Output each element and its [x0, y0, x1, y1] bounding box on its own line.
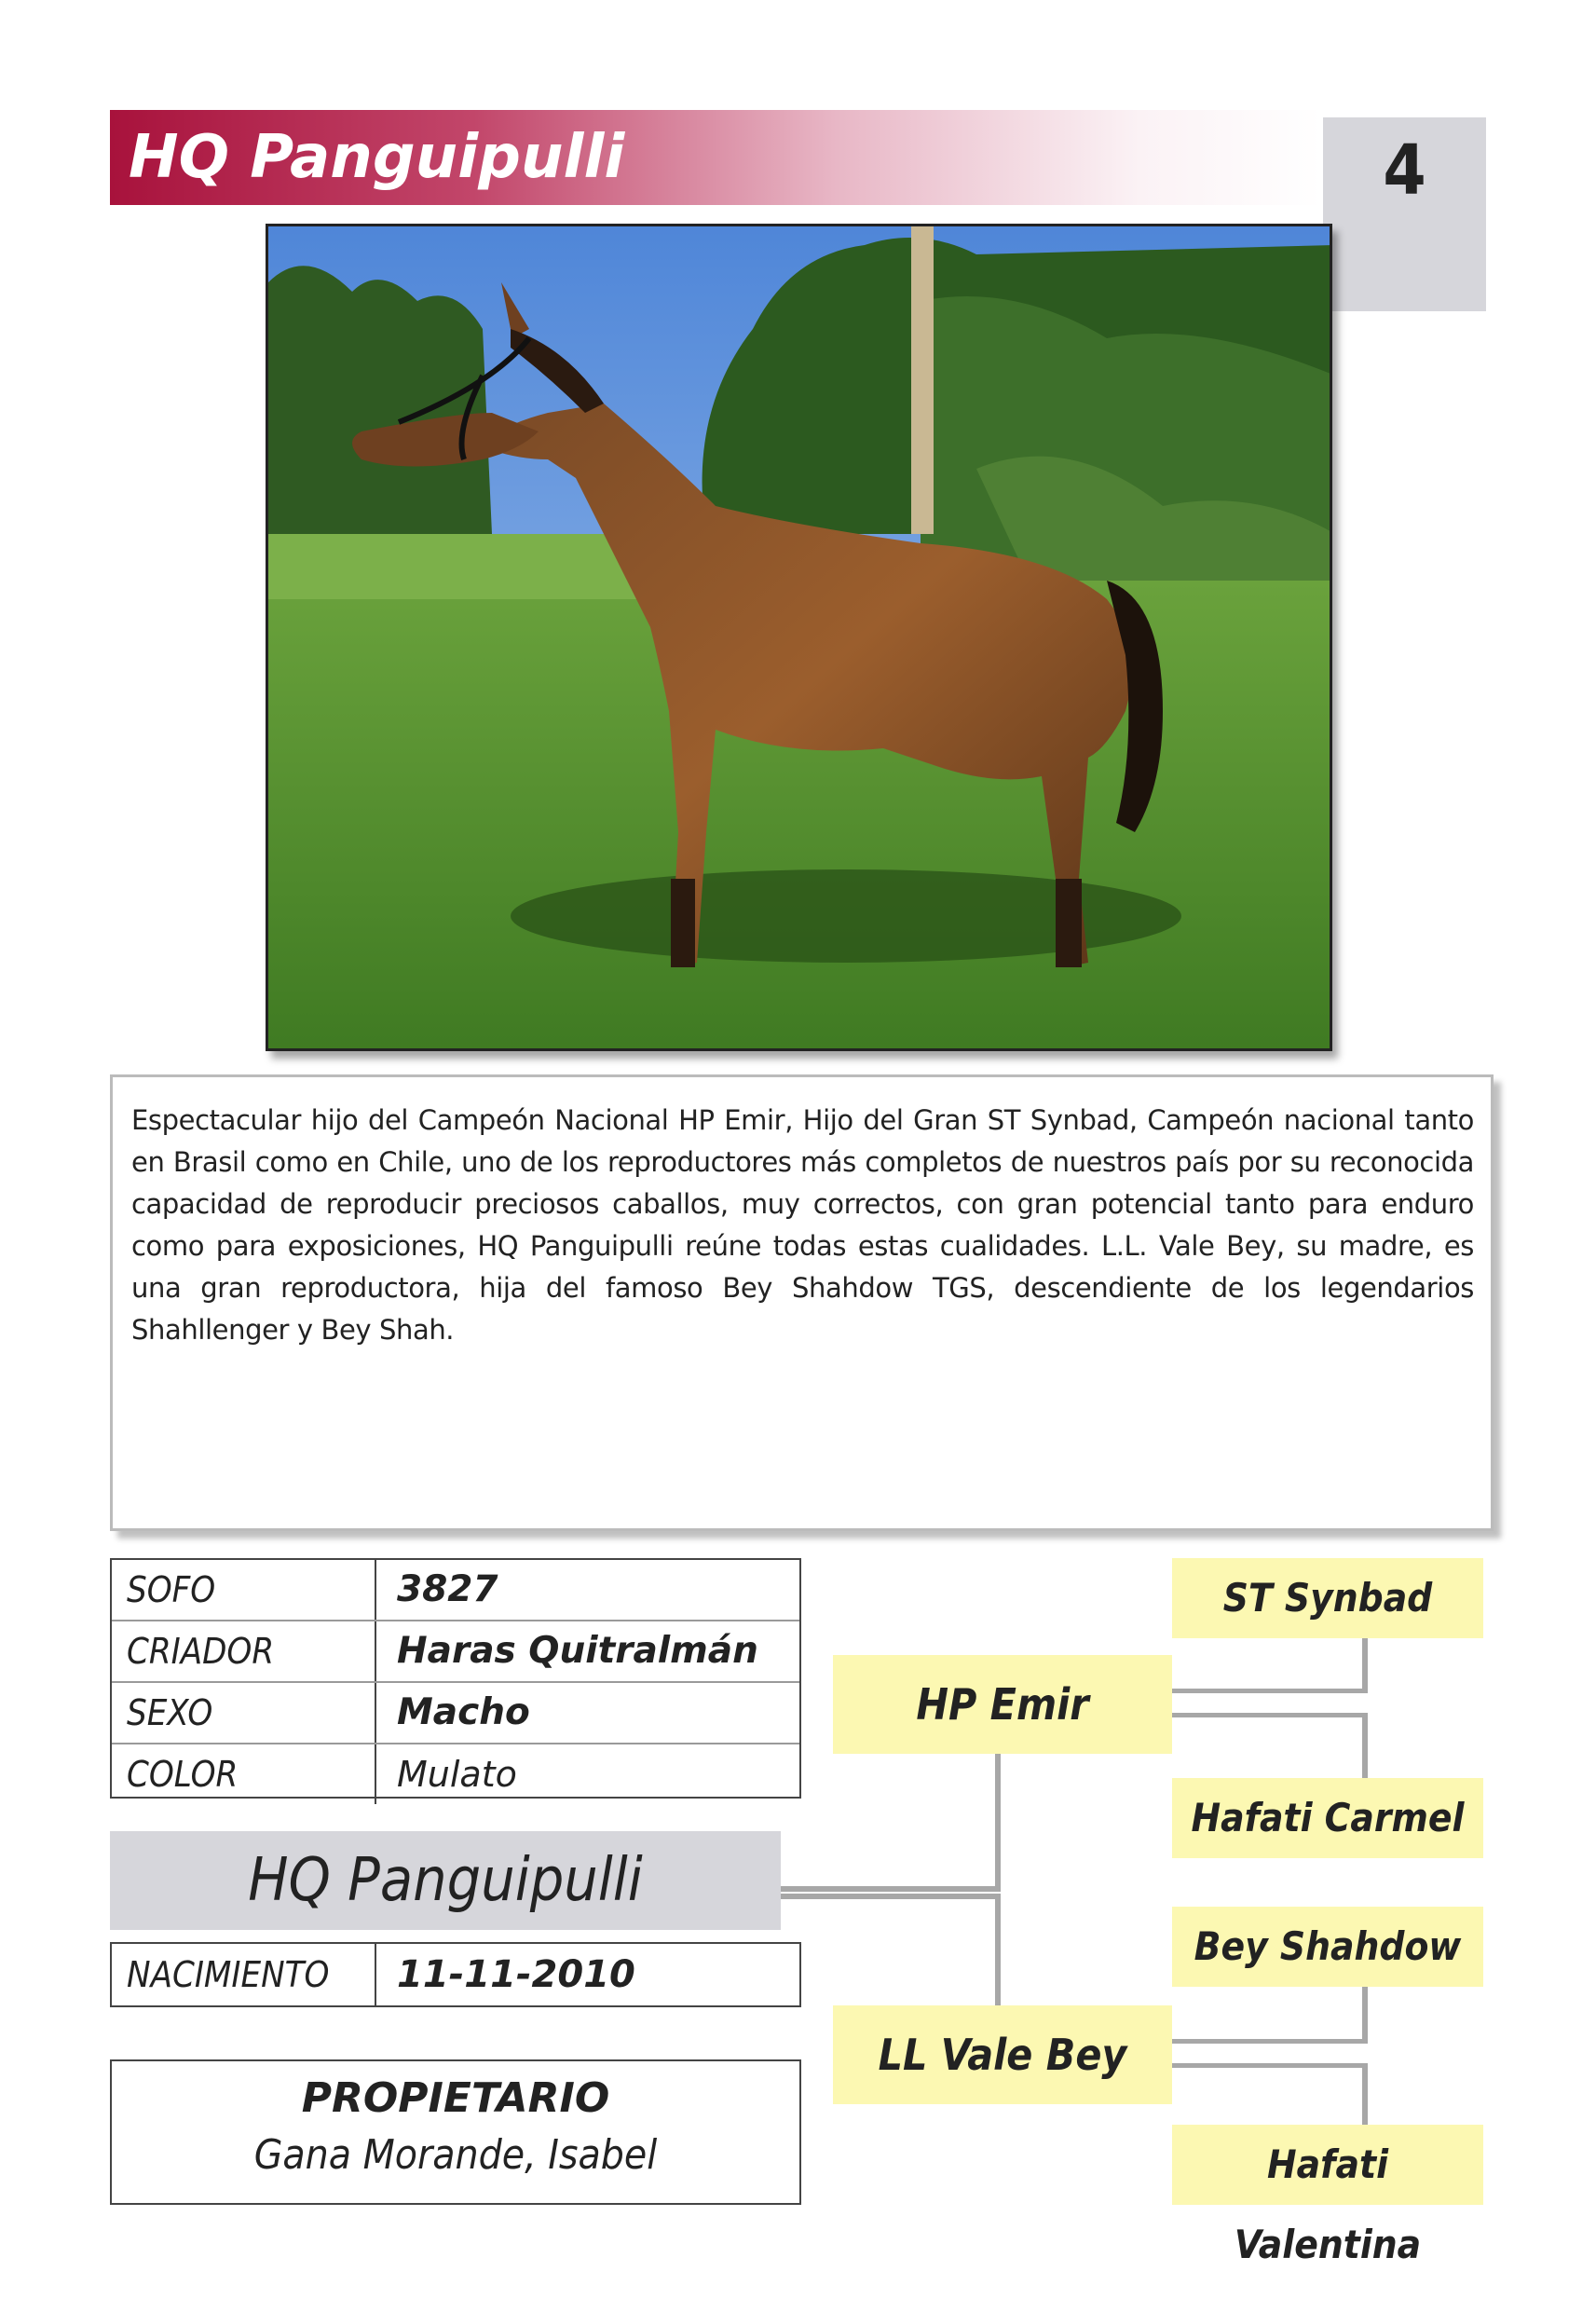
- pedigree-line: [781, 1894, 1001, 1899]
- info-value: 3827: [397, 1568, 498, 1610]
- pedigree-line: [995, 1894, 1001, 2009]
- info-row-sexo: [112, 1683, 799, 1744]
- info-row-sofo: [112, 1560, 799, 1621]
- pedigree-line: [1172, 2063, 1368, 2068]
- birth-label: NACIMIENTO: [112, 1944, 376, 2005]
- info-table: [110, 1558, 801, 1799]
- pedigree-dam-sire: Bey Shahdow: [1172, 1907, 1483, 1987]
- info-row-color: [112, 1744, 799, 1804]
- info-value: Haras Quitralmán: [397, 1630, 758, 1672]
- page-title: HQ Panguipulli: [129, 123, 625, 192]
- pedigree-line: [1362, 1638, 1368, 1692]
- pedigree-line: [1362, 1713, 1368, 1778]
- pedigree-line: [1362, 2063, 1368, 2125]
- horse-name: HQ Panguipulli: [248, 1846, 643, 1915]
- info-value: Macho: [397, 1691, 530, 1733]
- pedigree-sire-dam: Hafati Carmel: [1172, 1778, 1483, 1858]
- description-text: Espectacular hijo del Campeón Nacional HP Emir, Hijo del Gran ST Synbad, Campeón nacional tanto en Brasil como en Chile, uno de los reproductores más completos de nuestros país por su reconocida capacidad de reproducir preciosos caballos, muy correctos, con gran potencial tanto para enduro como para exposiciones, HQ Panguipulli reúne todas estas cualidades. L.L. Vale Bey, su madre, es una gran reproductora, hija del famoso Bey Shahdow TGS, descendiente de los legendarios Shahllenger y Bey Shah.: [131, 1104, 1474, 1346]
- pedigree-line: [1172, 1689, 1368, 1693]
- pedigree-sire: HP Emir: [833, 1655, 1172, 1754]
- pedigree-line: [995, 1752, 1001, 1892]
- info-label: CRIADOR: [112, 1621, 376, 1681]
- horse-photo: [266, 224, 1332, 1051]
- owner-title: PROPIETARIO: [301, 2074, 610, 2122]
- info-row-criador: [112, 1621, 799, 1683]
- birth-value: 11-11-2010: [397, 1953, 635, 1996]
- info-label: COLOR: [112, 1744, 376, 1804]
- pedigree-dam-dam: Hafati Valentina: [1172, 2125, 1483, 2205]
- info-label: SOFO: [112, 1560, 376, 1620]
- pedigree-sire-sire: ST Synbad: [1172, 1558, 1483, 1638]
- pedigree-line: [781, 1886, 1001, 1892]
- horse-photo-illustration: [268, 226, 1332, 1051]
- pedigree-dam: LL Vale Bey: [833, 2005, 1172, 2104]
- page-number: 4: [1383, 130, 1426, 211]
- owner-name: Gana Morande, Isabel: [253, 2131, 658, 2179]
- info-value: Mulato: [397, 1754, 517, 1795]
- info-label: SEXO: [112, 1683, 376, 1743]
- birth-row: [110, 1942, 801, 2007]
- description-box: [110, 1074, 1494, 1531]
- pedigree-line: [1362, 1987, 1368, 2043]
- owner-box: [110, 2059, 801, 2205]
- pedigree-line: [1172, 2039, 1368, 2044]
- pedigree-line: [1172, 1713, 1368, 1717]
